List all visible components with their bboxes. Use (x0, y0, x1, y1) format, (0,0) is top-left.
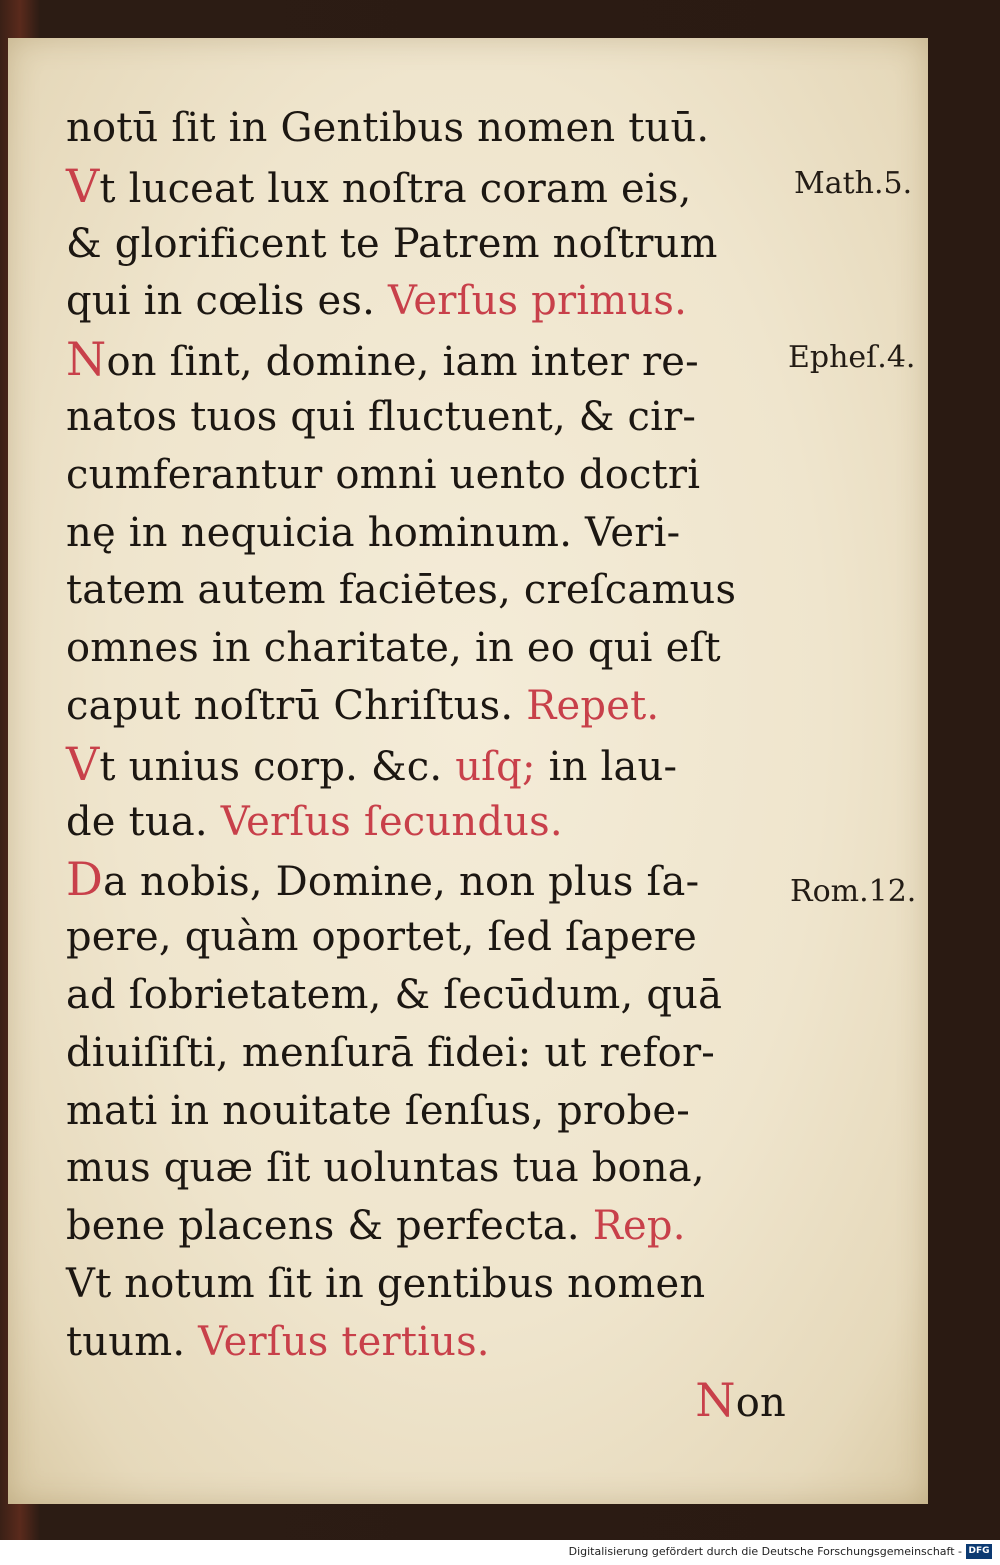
rubricated-initial: V (66, 736, 100, 791)
body-text: qui in cœlis es. (66, 278, 388, 325)
rubric-text: Repet. (526, 682, 660, 729)
body-text: diuiſiſti, menſurā fidei: ut refor- (66, 1029, 715, 1076)
margin-note-ephes: Epheſ.4. (788, 340, 916, 375)
rubric-text: Verſus ſecundus. (220, 798, 563, 845)
text-line (66, 1314, 786, 1372)
margin-note-rom: Rom.12. (790, 874, 917, 909)
footer-credit: Digitalisierung gefördert durch die Deutsche Forschungsgemeinschaft - (568, 1545, 962, 1558)
text-line (66, 851, 786, 909)
text-line (66, 1256, 786, 1314)
body-text: bene placens & perfecta. (66, 1203, 593, 1250)
page-text-block (66, 100, 786, 1429)
text-line (66, 505, 786, 563)
rubricated-initial: D (66, 852, 104, 907)
text-line (66, 1372, 786, 1430)
rubric-text: uſq; (455, 743, 536, 790)
text-line (66, 794, 786, 852)
text-line (66, 100, 786, 158)
text-line (66, 909, 786, 967)
text-line (66, 736, 786, 794)
digitization-footer (0, 1540, 1000, 1565)
body-text: ad ſobrietatem, & ſecūdum, quā (66, 971, 723, 1018)
book-page (8, 38, 928, 1504)
text-line (66, 447, 786, 505)
body-text: caput noſtrū Chriſtus. (66, 682, 527, 729)
text-line (66, 1198, 786, 1256)
text-line (66, 158, 786, 216)
body-text: Vt notum ſit in gentibus nomen (66, 1260, 706, 1307)
text-line (66, 1025, 786, 1083)
rubricated-initial: N (695, 1372, 736, 1427)
body-text: de tua. (66, 798, 221, 845)
text-line (66, 273, 786, 331)
rubricated-initial: N (66, 332, 107, 387)
text-line (66, 389, 786, 447)
rubric-text: Verſus tertius. (198, 1318, 490, 1365)
body-text: nę in nequicia hominum. Veri- (66, 509, 681, 556)
rubric-text: Verſus primus. (387, 278, 688, 325)
text-line (66, 678, 786, 736)
body-text: pere, quàm oportet, ſed ſapere (66, 914, 698, 961)
body-text: omnes in charitate, in eo qui eſt (66, 625, 721, 672)
body-text: mus quæ ſit uoluntas tua bona, (66, 1145, 705, 1192)
body-text: tatem autem faciētes, creſcamus (66, 567, 737, 614)
dfg-logo: DFG (966, 1544, 992, 1559)
text-line (66, 1140, 786, 1198)
text-line (66, 216, 786, 274)
body-text: notū ſit in Gentibus nomen tuū. (66, 105, 710, 151)
body-text: a nobis, Domine, non plus ſa- (103, 859, 700, 906)
body-text: on (735, 1379, 786, 1426)
body-text: cumferantur omni uento doctri (66, 451, 701, 498)
margin-note-math: Math.5. (794, 166, 913, 201)
text-line (66, 1083, 786, 1141)
body-text: tuum. (66, 1318, 199, 1365)
body-text: on ſint, domine, iam inter re- (106, 339, 699, 386)
rubricated-initial: V (66, 158, 100, 213)
rubric-text: Rep. (592, 1203, 686, 1250)
text-line (66, 562, 786, 620)
text-line (66, 331, 786, 389)
body-text: natos tuos qui fluctuent, & cir- (66, 393, 697, 440)
text-line (66, 620, 786, 678)
body-text: t luceat lux noſtra coram eis, (99, 165, 692, 212)
body-text: & glorificent te Patrem noſtrum (66, 220, 718, 267)
text-line (66, 967, 786, 1025)
body-text: mati in nouitate ſenſus, probe- (66, 1087, 690, 1134)
body-text: t unius corp. &c. (99, 743, 456, 790)
body-text: in lau- (535, 743, 678, 790)
